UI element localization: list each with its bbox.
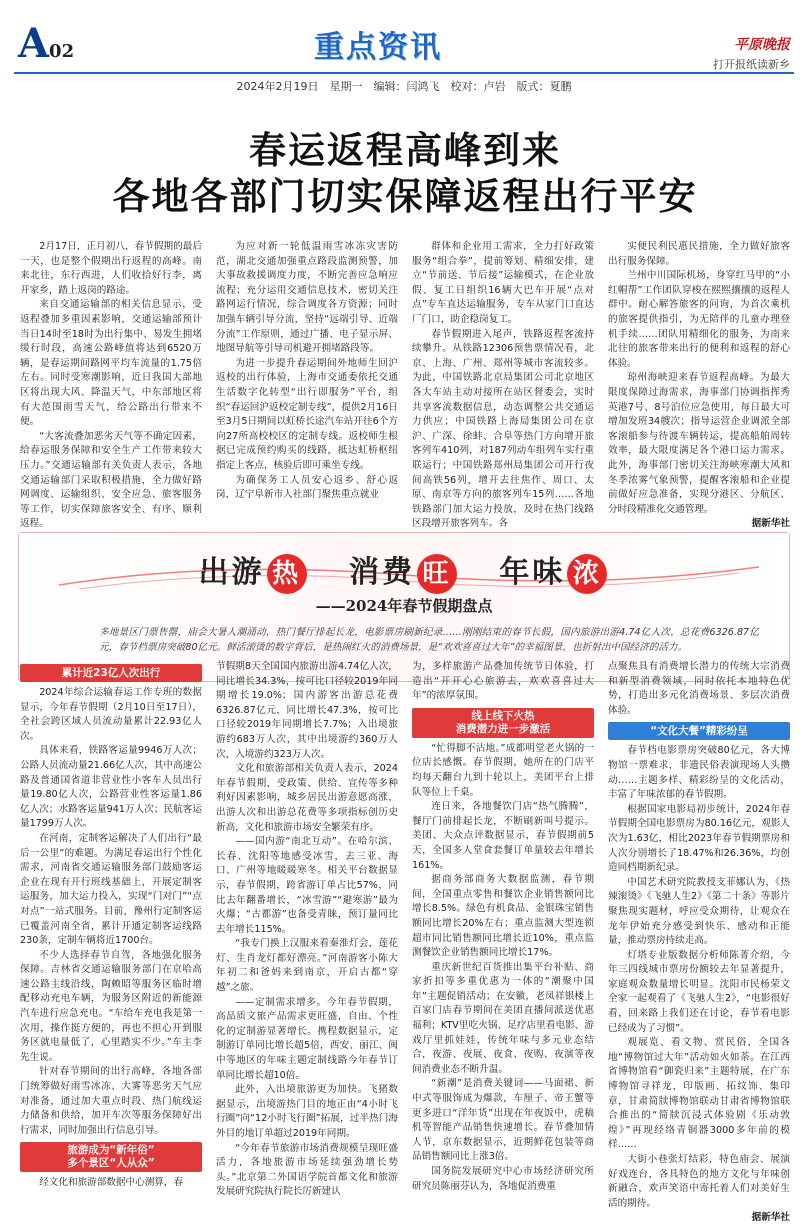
paragraph: ——国内游“南北互动”。在哈尔滨、长春、沈阳等地感受冰雪，去三亚、海口、广州等地暖暖寒冬。相关平台数据显示，春节假期，跨省游订单占比57%，同比去年翻番增长，“冰雪游”“避寒游”最为火爆；“古都游”也备受青睐，预订量同比去年增长115%。 [216,836,398,935]
paragraph: 琼州海峡迎来春节返程高峰。为最大限度保障过海需求，海事部门协调指挥秀英港7号、8号泊位应急使用，每日最大可增加发班34艘次；指导运营企业调派全部客滚船参与待渡车辆转运，提高船舶周转效率，最大限度满足各个港口运力需求。此外，海事部门密切关注海峡寒潮大风和冬季浓雾气象预警，提醒客滚船和企业提前做好应急准备，实现分港区、分航区、分时段精准化交通管理。 [608,372,790,515]
feature-article [20,660,790,1224]
header-divider [14,72,794,74]
paragraph: 2月17日，正月初八，春节假期的最后一天，也是整个假期出行返程的高峰。南来北往，东行西进，人们收拾好行李，离开家乡，踏上返岗的路途。 [20,241,202,296]
banner-title [19,547,789,594]
paragraph: 点聚焦具有消费增长潜力的传统大宗消费和新型消费领域，同时依托本地特色优势，打造出多元化消费场景、多层次消费体验。 [608,661,790,716]
paragraph: 文化和旅游部相关负责人表示，2024年春节假期，受政策、供给、宣传等多种利好因素影响，城乡居民出游意愿高涨，出游人次和出游总花费等多项指标创历史新高，文化和旅游市场安全繁荣有序。 [216,763,398,833]
paragraph: 据商务部商务大数据监测，春节期间，全国重点零售和餐饮企业销售额同比增长8.5%。绿色有机食品、金银珠宝销售额同比增长20%左右；重点监测大型连锁超市同比销售额同比增长近10%，重点监测餐饮企业销售额同比增长17%。 [412,874,594,959]
article-column-4 [608,240,790,530]
paragraph: 此外，入出境旅游更为加快。飞猪数据显示，出境游热门目的地正由“4小时飞行圈”向“12小时飞行圈”拓展，过半热门海外目的地订单超过2019年同期。 [216,1084,398,1139]
paragraph: “大客流叠加恶劣天气等不确定因素，给春运服务保障和安全生产工作带来较大压力。”交通运输部有关负责人表示，各地交通运输部门采取积极措施，全力做好路网调度、运输组织、安全应急、旅客服务等工作，切实保障旅客安全、有序、顺利返程。 [20,430,202,530]
paragraph: 2024年综合运输春运工作专班的数据显示，今年春节假期（2月10日至17日），全社会跨区域人员流动量累计22.93亿人次。 [20,687,202,742]
lead-article [20,240,790,530]
paragraph: 来自交通运输部的相关信息显示，受返程叠加多重因素影响，交通运输部预计当日14时至18时为出行集中、易发生拥堵缓行时段，高速公路峰值将达到6520万辆，是春运期间路网平均车流量的1.75倍左右。同时受寒潮影响，近日我国大部地区将出现大风、降温天气，中东部地区将有大范围雨雪天气，给公路出行带来不便。 [20,299,202,428]
paragraph: “新潮”是消费关键词——马面裙、新中式等服饰成为爆款，车厘子、帝王蟹等更多进口“洋年货”出现在年夜饭中，虎稿机等智能产品销售快速增长。春节叠加情人节，京东数据显示，近期鲜花包装等商品销售额同比上涨3倍。 [412,1078,594,1163]
paragraph: 实便民利民惠民措施，全力做好旅客出行服务保障。 [608,241,790,267]
issue-meta: 2024年2月19日 星期一 编辑：闫鸿飞 校对：卢岩 版式：夏鹏 [236,80,572,93]
paragraph: 春节假期进入尾声，铁路返程客流持续攀升。从铁路12306预售票情况看，北京、上海、广州、郑州等城市客流较多。为此，中国铁路北京局集团公司北京地区各大车站主动对接所在站区督委会，实时共享客流数据信息，动态调整公共交通运力供应；中国铁路上海局集团公司在京沪、广深、徐蚌、合阜等热门方向增开旅客列车410列，对187列动车组列车实行重联运行；中国铁路郑州局集团公司开行夜间高铁56列，增开去往焦作、周口、太原、南京等方向的旅客列车15列……各地铁路部门加大运力投放，及时在热门线路区段增开旅客列车。各 [412,328,594,530]
main-headline [20,128,790,220]
headline-line-1: 春运返程高峰到来 [249,129,561,172]
paragraph: 在河南，定制客运解决了人们出行“最后一公里”的难题。为满足春运出行个性化需求，河南省交通运输服务部门鼓励客运企业在现有开行班线基础上，开展定制客运服务，加大运力投入，实现“门对门”“点对点”一站式服务。目前，豫州行定制客运已覆盖河南全省，累计开通定制客运线路230条，定制车辆将近1700台。 [20,832,202,947]
paragraph: 根据国家电影局初步统计，2024年春节假期全国电影票房为80.16亿元，观影人次为1.63亿，相比2023年春节假期票房和人次分别增长了18.47%和26.36%，均创造同档期新纪录。 [608,803,790,874]
paragraph: 观展览、看文物、赏民俗，全国各地“博物馆过大年”活动如火如荼。在江西省博物馆看“御瓷归来”主题特展，在广东博物馆寻祥龙，印版画、拓纹饰、集印章，甘肃简牍博物馆联动甘肃省博物馆联合推出的“简牍沉浸式体验剧《乐动敦煌》”再现经络青铜器3000多年前的模样…… [608,1037,790,1151]
paragraph: 连日来，各地餐饮门店“热气腾腾”，餐厅门前排起长龙，不断刷新叫号提示。美团、大众点评数据显示，春节假期前5天，全国多人堂食套餐订单量较去年增长161%。 [412,801,594,871]
paragraph: 兰州中川国际机场，身穿红马甲的“小红帽帮”工作团队穿梭在熙熙攘攘的返程人群中。耐心解答旅客的问询，为首次乘机的旅客提供指引，为无陪伴的儿童办理登机手续……团队用精细化的服务，为南来北往的旅客带来出行的便利和返程的舒心体验。 [608,270,790,369]
brand-name: 平原晚报 [734,37,790,53]
subhead-tourism: 旅游成为“新年俗” 多个景区“人从众” [20,1142,202,1172]
feature-column-3 [412,660,594,1190]
feature-column-1 [20,660,202,1190]
paragraph: 灯塔专业版数据分析师陈菁介绍，今年三四线城市票房份额较去年显著提升，家庭观众数量增长明显。沈阳市民杨荣文全家一起观看了《飞驰人生2》，“电影很好看，回来路上我们还在讨论，春节看电影已经成为了习惯”。 [608,949,790,1034]
section-title: 重点资讯 [314,30,442,65]
byline: 据新华社 [751,518,790,530]
article-column-1 [20,240,202,530]
paragraph: “忙得脚不沾地。”成都明堂老火锅的一位店长感慨。春节假期，她所在的门店平均每天翻台九到十轮以上，美团平台上排队等位上千桌。 [412,742,594,798]
paragraph: 为，多样旅游产品叠加传统节日体验，打造出“开开心心旅游去，欢欢喜喜过大年”的浓厚氛围。 [412,661,594,702]
page-header [14,18,794,93]
subhead-travel-count: 累计近23亿人次出行 [20,664,202,682]
headline-line-2: 各地各部门切实保障返程出行平安 [112,175,698,218]
paragraph: 节假期8天全国国内旅游出游4.74亿人次，同比增长34.3%，按可比口径较2019年同期增长19.0%；国内游客出游总花费6326.87亿元，同比增长47.3%，按可比口径较2019年同期增长7.7%；入出境旅游约683万人次，其中出境游约360万人次，入境游约323万人次。 [216,661,398,760]
paragraph: 具体来看，铁路客运量9946万人次；公路人员流动量21.66亿人次，其中高速公路及普通国省道非营业性小客车人员出行量19.80亿人次，公路营业性客运量1.86亿人次；水路客运量941万人次；民航客运量1799万人次。 [20,745,202,830]
article-column-3 [412,240,594,530]
newspaper-brand [713,34,790,72]
paragraph: 不少人选择春节自驾，各地强化服务保障。吉林省交通运输服务部门在京哈高速公路主线沿线，陶赖昭等服务区临时增配移动充电车辆，为服务区附近的新能源汽车进行应急充电。“车给车充电我是第一次用，操作挺方便的，再也不担心开到服务区就电量低了，心里踏实不少。”车主李先生说。 [20,949,202,1063]
banner-char-prosper: 旺 [417,554,457,594]
subhead-culture: “文化大餐”精彩纷呈 [608,722,790,740]
subhead-consumption: 线上线下火热 消费潜力进一步激活 [412,708,594,738]
feature-column-2 [216,660,398,1198]
paragraph: 为应对新一轮低温雨雪冰冻灾害防范，湖北交通加强重点路段监测预警，加大事故救援调度力度，不断完善应急响应流程；充分运用交通信息技术，密切关注路网运行情况，综合调度各方资源；同时加强车辆引导分流，坚持“远端引导、近端分流”工作原则，通过广播、电子显示屏、地图导航等引导司机避开拥堵路段等。 [216,241,398,355]
banner-word-2: 消费 [349,555,415,590]
article-column-2 [216,240,398,518]
paragraph: ——定制需求增多。今年春节假期，高品质文旅产品需求更旺盛，自由、个性化的定制游显著增长。携程数据显示，定制游订单同比增长超5倍，西安、丽江、闽中等地区的年味主题定制线路今年春节订单同比增长超10倍。 [216,996,398,1081]
paragraph: 春节档电影票房突破80亿元，各大博物馆一票难求，非遗民俗表演现场人头攒动……主题多样、精彩纷呈的文化活动，丰富了年味浓郁的春节假期。 [608,745,790,801]
paragraph: 中国艺术研究院教授支菲娜认为，《热辣滚烫》《飞驰人生2》《第二十条》等影片聚焦现实题材，呼应受众期待，让观众在龙年伊始充分感受到快乐、感动和正能量，推动票房持续走高。 [608,876,790,947]
page-number: A02 [18,20,75,67]
banner-lead: 多地景区门票售罄，庙会大暑人潮涌动，热门餐厅排起长龙，电影票房刷新纪录……刚刚结束的春节长假，国内旅游出游4.74亿人次，总花费6326.87亿元，春节档票房突破80亿元。鲜活滚烫的数字背后，是热闹红火的消费场景，是“欢欢喜喜过大年”的幸福图景，也折射出中国经济的活力。 [99,627,759,653]
paragraph: 经文化和旅游部数据中心测算，春 [39,1177,184,1189]
feature-column-4 [608,660,790,1224]
banner-char-hot: 热 [267,554,307,594]
banner-word-3: 年味 [499,555,566,590]
paragraph: “今年春节旅游市场消费规模呈现旺盛活力，各地旅游市场延续强劲增长势头。”北京第二外国语学院首都文化和旅游发展研究院执行院长厉新建认 [216,1142,398,1198]
paragraph: 重庆新世纪百货推出集平台补贴、商家折扣等多重优惠为一体的“潮聚中国年”主题促销活动；在安徽，老凤祥银楼上百家门店春节期间在美团直播间派送优惠福利；KTV里吃火锅、足疗店里看电影、游戏厅里抓娃娃，传统年味与多元业态结合，夜游、夜展、夜食、夜购、夜演等夜间消费业态不断升温。 [412,961,594,1075]
byline: 据新华社 [751,1212,790,1224]
paragraph: 为进一步提升春运期间外地师生回沪返校的出行体验，上海市交通委依托交通生活数字化转型“出行即服务”平台，组织“春运回沪返校定制专线”，提供2月16日至3月5日期间以虹桥长途汽车站开往6个方向27所高校校区的定制专线。返校师生根据已完成预约购买的线路，抵达虹桥枢纽指定上客点，核验后即可乘坐专线。 [216,357,398,471]
paragraph: 群体和企业用工需求，全力打好政策服务“组合拳”，提前筹划、精细安排，建立“节前送、节后接”运输模式，在企业放假、复工日组织16辆大巴车开展“点对点”专车直达运输服务，专车从家门口直达厂门口，助企稳岗复工。 [412,241,594,325]
paragraph: “我专门换上汉服来看秦淮灯会，莲花灯、生肖龙灯都好漂亮。”河南游客小陈大年初二和爸妈来到南京，开启古都“穿越”之旅。 [216,938,398,994]
banner-char-rich: 浓 [567,554,607,594]
banner-word-1: 出游 [198,555,265,590]
paragraph: 针对春节期间的出行高峰，各地各部门统筹做好雨雪冰冻、大雾等恶劣天气应对准备，通过加大重点时段、热门航线运力储备和供给，加开车次等服务保障好出行需求，同时加强出行信息引导。 [20,1066,202,1136]
paragraph: 国务院发展研究中心市场经济研究所研究员陈丽芬认为，各地促消费重 [412,1166,594,1192]
paragraph: 为确保务工人员安心返乡、舒心返岗，辽宁阜新市人社部门聚焦重点就业 [216,474,398,501]
paragraph: 大街小巷张灯结彩，特色庙会、展演好戏连台，各具特色的地方文化与年味创新融合，欢声笑语中寄托着人们对美好生活的期待。 [608,1154,790,1209]
banner-subtitle: ——2024年春节假期盘点 [315,597,493,615]
brand-slogan: 打开报纸读新乡 [713,58,790,71]
